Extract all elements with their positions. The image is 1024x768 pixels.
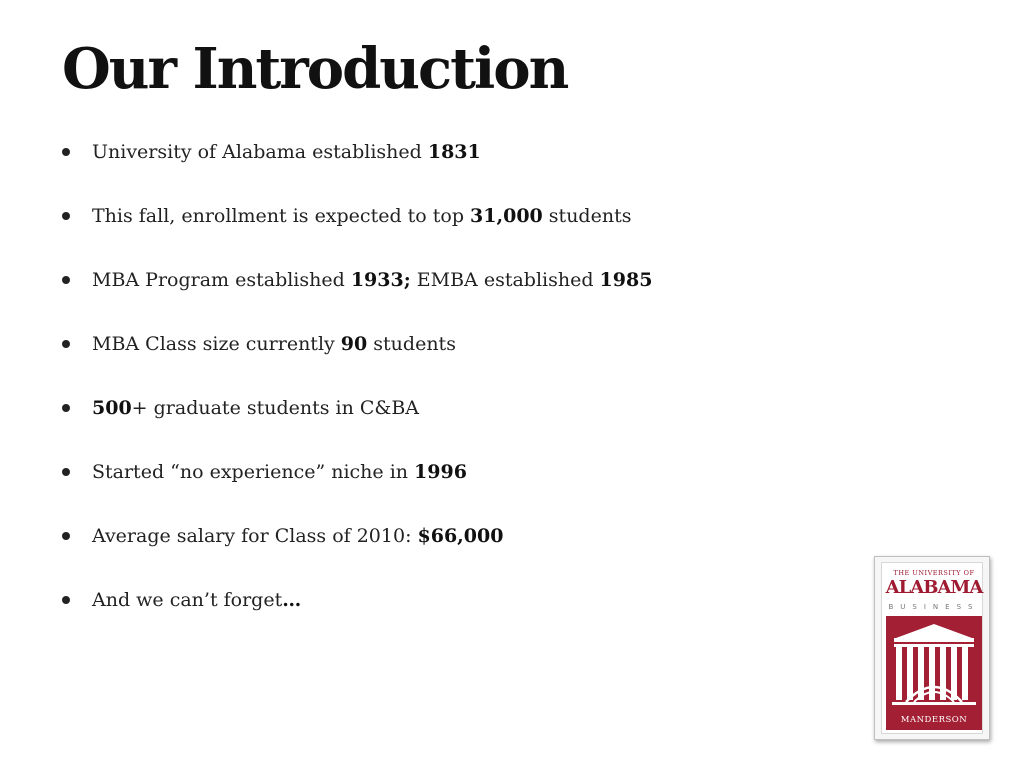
bullet-item [62,202,652,266]
logo-top-text: THE UNIVERSITY OF [893,569,975,577]
alabama-business-logo [874,556,990,740]
bullet-text [92,589,301,611]
bullet-text-bold: 90 [340,333,368,355]
bullet-dot-icon [62,596,70,604]
bullet-dot-icon [62,276,70,284]
bullet-text-part: MBA Class size currently [92,333,341,355]
bullet-list [62,138,652,650]
bullet-item [62,266,652,330]
bullet-item [62,394,652,458]
bullet-text-bold: 31,000 [470,205,543,227]
bullet-text-part: Average salary for Class of 2010: [92,525,418,547]
logo-frame [881,562,983,734]
bullet-dot-icon [62,148,70,156]
bullet-text [92,525,503,547]
bullet-dot-icon [62,212,70,220]
bullet-item [62,458,652,522]
bullet-text-part: This fall, enrollment is expected to top [92,205,471,227]
bullet-text-bold: 1996 [414,461,467,483]
bullet-item [62,586,652,650]
bullet-text-part: Started “no experience” niche in [92,461,415,483]
bullet-item [62,138,652,202]
bullet-text-bold: $66,000 [417,525,504,547]
bullet-dot-icon [62,468,70,476]
bullet-text-part: University of Alabama established [92,141,428,163]
bullet-text-bold: 1933; [350,269,411,291]
bullet-text-part: MBA Program established [92,269,351,291]
bullet-text-part: EMBA established [410,269,600,291]
bullet-text-bold: 500 [92,397,132,419]
bullet-text-bold: … [282,589,302,611]
logo-sub-text: BUSINESS [888,603,980,611]
bullet-dot-icon [62,404,70,412]
bullet-text-part: + graduate students in C&BA [131,397,420,419]
bullet-text [92,269,652,291]
bullet-text-bold: 1985 [599,269,653,291]
bullet-dot-icon [62,532,70,540]
bullet-item [62,522,652,586]
bullet-text [92,461,467,483]
bullet-text-part: students [367,333,456,355]
bullet-text-part: students [542,205,632,227]
bullet-text-part: And we can’t forget [92,589,283,611]
logo-bottom-text: MANDERSON [900,715,968,725]
bullet-text [92,333,456,355]
bullet-item [62,330,652,394]
bullet-dot-icon [62,340,70,348]
bullet-text [92,205,631,227]
bullet-text-bold: 1831 [427,141,481,163]
building-columns-icon [886,616,982,730]
slide-title: Our Introduction [62,36,568,102]
logo-emblem [886,616,982,730]
logo-name-text: ALABAMA [885,577,983,598]
bullet-text [92,397,419,419]
bullet-text [92,141,481,163]
